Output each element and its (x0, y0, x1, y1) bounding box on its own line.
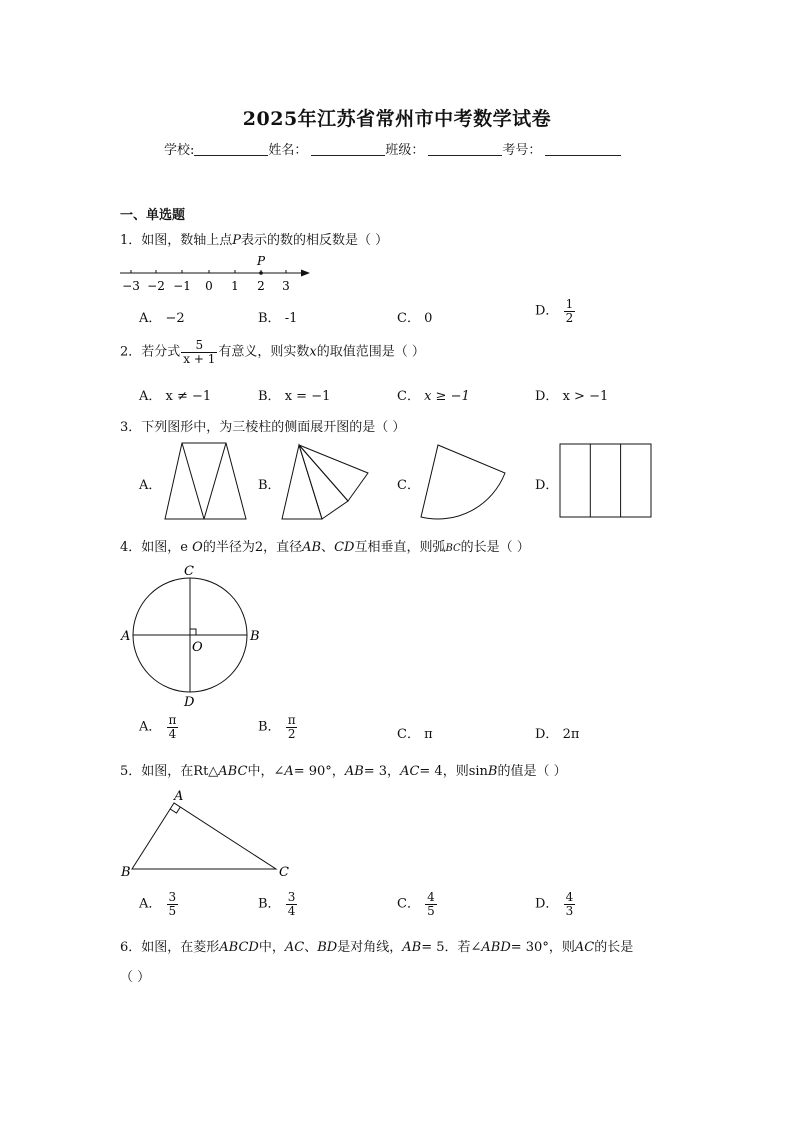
q5-option-b[interactable] (258, 891, 298, 917)
label-b: B (250, 629, 260, 644)
numerator: π (287, 713, 296, 727)
question-number: 5． (120, 764, 142, 779)
q2-option-d[interactable] (535, 385, 608, 404)
var-cd: CD (334, 540, 355, 555)
option-letter: C． (397, 896, 420, 912)
triangle-figure (118, 788, 298, 882)
question-number: 6． (120, 940, 142, 955)
option-text: x > −1 (562, 389, 609, 404)
question-text: 中，∠ (247, 764, 285, 779)
var-abcd: ABCD (219, 940, 259, 955)
question-text: 的取值范围是（ ） (316, 344, 425, 360)
fraction (167, 891, 179, 917)
q4-option-d[interactable] (535, 723, 579, 742)
option-text: -1 (284, 311, 298, 326)
label-d: D (184, 695, 195, 710)
var-a: A (284, 764, 294, 779)
numerator: 4 (427, 890, 435, 904)
option-letter: B． (258, 719, 281, 735)
numerator: 5 (195, 338, 204, 352)
label-a: A (121, 629, 131, 644)
q2-option-a[interactable] (139, 385, 211, 404)
var-p: P (232, 233, 242, 248)
question-text: 如图， (141, 540, 181, 555)
question-number: 2． (120, 344, 142, 360)
var-x: x (309, 344, 317, 360)
fraction (167, 714, 179, 740)
question-text: 是对角线， (337, 940, 403, 955)
circle-symbol: e (180, 540, 188, 555)
option-text: π (424, 727, 433, 742)
tick-label: −1 (173, 279, 191, 293)
q3-figure-b-fan-triangles (280, 443, 372, 521)
student-info-fields (164, 139, 621, 158)
option-letter: D． (535, 303, 559, 319)
option-text: x ≠ −1 (165, 389, 212, 404)
option-letter: B． (258, 478, 281, 493)
var-ac: AC (574, 940, 595, 955)
question-text: 、 (321, 540, 335, 555)
question-text: 的长是 (594, 940, 634, 955)
q3-figure-d-rectangles (559, 443, 653, 519)
option-text: x = −1 (284, 389, 331, 404)
fraction (564, 298, 576, 324)
option-letter: D． (535, 727, 559, 742)
class-label: 班级： (385, 143, 425, 158)
question-number: 4． (120, 540, 142, 555)
option-text: 0 (424, 311, 433, 326)
question-text: 的值是（ ） (497, 764, 567, 779)
tick-label: 1 (231, 279, 239, 293)
exam-title: 2025年江苏省常州市中考数学试卷 (242, 108, 552, 130)
option-letter: A． (139, 389, 162, 404)
denominator: 5 (168, 903, 177, 918)
question-4 (120, 536, 530, 555)
point-p-label: P (257, 254, 266, 268)
question-text: 如图，在Rt△ (141, 764, 219, 779)
tick-label: −2 (147, 279, 165, 293)
exam-no-label: 考号： (502, 143, 542, 158)
var-ab: AB (402, 940, 422, 955)
fraction (286, 714, 298, 740)
option-letter: C． (397, 478, 420, 493)
q1-option-b[interactable] (258, 307, 297, 326)
q4-option-a[interactable] (139, 714, 179, 740)
q4-option-b[interactable] (258, 714, 299, 740)
q5-option-d[interactable] (535, 891, 576, 917)
question-3 (120, 416, 405, 435)
numerator: 3 (168, 890, 177, 904)
option-letter: C． (397, 311, 420, 326)
question-6-answer-bracket: （ ） (120, 970, 151, 985)
var-ab: AB (302, 540, 322, 555)
option-letter: B． (258, 896, 281, 912)
option-letter: B． (258, 311, 281, 326)
fraction (425, 891, 437, 917)
denominator: 2 (287, 726, 296, 741)
var-ac: AC (400, 764, 420, 779)
denominator: 5 (427, 903, 435, 918)
var-abc: ABC (218, 764, 248, 779)
option-letter: D． (535, 896, 559, 912)
option-letter: D． (535, 478, 559, 493)
q4-option-c[interactable] (397, 723, 433, 742)
option-letter: A． (139, 896, 162, 912)
option-letter: C． (397, 727, 420, 742)
section-title: 一、单选题 (120, 208, 186, 223)
question-text: = 4，则sin (419, 764, 488, 779)
point-p (259, 271, 263, 275)
name-label: 姓名： (268, 143, 308, 158)
q1-option-d[interactable] (535, 298, 576, 324)
question-text: 如图，数轴上点 (141, 233, 233, 248)
class-blank[interactable] (428, 155, 502, 156)
question-text: 互相垂直，则弧 (354, 540, 446, 555)
option-text: 2π (562, 727, 580, 742)
label-o: O (192, 640, 203, 655)
q1-option-c[interactable] (397, 307, 432, 326)
question-5 (120, 760, 567, 779)
option-letter: A． (139, 719, 162, 735)
var-ac: AC (284, 940, 305, 955)
numerator: π (168, 713, 177, 727)
q5-option-c[interactable] (397, 891, 438, 917)
denominator: x + 1 (183, 351, 216, 366)
question-text: 、 (304, 940, 318, 955)
question-2 (120, 339, 425, 365)
denominator: 3 (565, 903, 574, 918)
var-o: O (192, 540, 203, 555)
q3-option-b[interactable] (258, 474, 281, 493)
question-text: = 90°， (293, 764, 345, 779)
fraction (181, 339, 217, 365)
tick-label: 0 (205, 279, 213, 293)
q3-option-c[interactable] (397, 474, 420, 493)
var-bd: BD (317, 940, 338, 955)
question-text: = 30°，则 (510, 940, 575, 955)
question-text: 有意义，则实数 (218, 344, 310, 360)
question-number: 3． (120, 420, 142, 435)
question-text: 表示的数的相反数是（ ） (241, 233, 389, 248)
q2-option-c[interactable] (397, 385, 470, 404)
q2-option-b[interactable] (258, 385, 330, 404)
var-ab: AB (344, 764, 364, 779)
var-abd: ABD (481, 940, 511, 955)
denominator: 4 (168, 726, 177, 741)
numerator: 1 (565, 297, 574, 311)
right-angle-mark (190, 629, 196, 635)
number-line-figure (116, 252, 316, 292)
question-text: = 3， (363, 764, 401, 779)
question-text: 如图，在菱形 (141, 940, 220, 955)
numerator: 4 (565, 890, 574, 904)
option-letter: A． (139, 311, 162, 326)
denominator: 4 (287, 903, 296, 918)
school-label: 学校: (164, 143, 195, 158)
label-c: C (184, 564, 194, 579)
question-text: 的长是（ ） (460, 540, 530, 555)
option-text: x ≥ −1 (424, 389, 470, 404)
q5-option-a[interactable] (139, 891, 179, 917)
var-b: B (487, 764, 498, 779)
question-1 (120, 229, 388, 248)
q3-option-d[interactable] (535, 474, 558, 493)
question-text: 下列图形中，为三棱柱的侧面展开图的是（ ） (141, 420, 406, 435)
school-blank[interactable] (194, 155, 268, 156)
q1-option-a[interactable] (139, 307, 185, 326)
option-letter: B． (258, 389, 281, 404)
circle-figure (118, 562, 268, 710)
option-letter: D． (535, 389, 559, 404)
arc-label: BC (445, 543, 461, 554)
option-text: −2 (165, 311, 185, 326)
label-b: B (121, 865, 131, 880)
tick-label: 3 (282, 279, 290, 293)
denominator: 2 (565, 310, 574, 325)
option-letter: C． (397, 389, 420, 404)
tick-label: −3 (122, 279, 140, 293)
question-number: 1． (120, 233, 142, 248)
question-text: 若分式 (141, 344, 181, 360)
numerator: 3 (287, 890, 296, 904)
name-blank[interactable] (311, 155, 385, 156)
option-letter: A． (139, 478, 162, 493)
fraction (564, 891, 576, 917)
label-c: C (279, 865, 289, 880)
question-text: 中， (258, 940, 285, 955)
fraction (286, 891, 298, 917)
question-6 (120, 936, 633, 955)
question-text: = 5．若∠ (421, 940, 482, 955)
exam-no-blank[interactable] (545, 155, 621, 156)
right-angle-mark (170, 807, 180, 813)
label-a: A (174, 789, 184, 804)
tick-label: 2 (257, 279, 265, 293)
q3-option-a[interactable] (139, 474, 161, 493)
q3-figure-c-sector (419, 443, 509, 521)
question-text: 的半径为2，直径 (202, 540, 303, 555)
q3-figure-a-trapezoid (163, 441, 247, 521)
